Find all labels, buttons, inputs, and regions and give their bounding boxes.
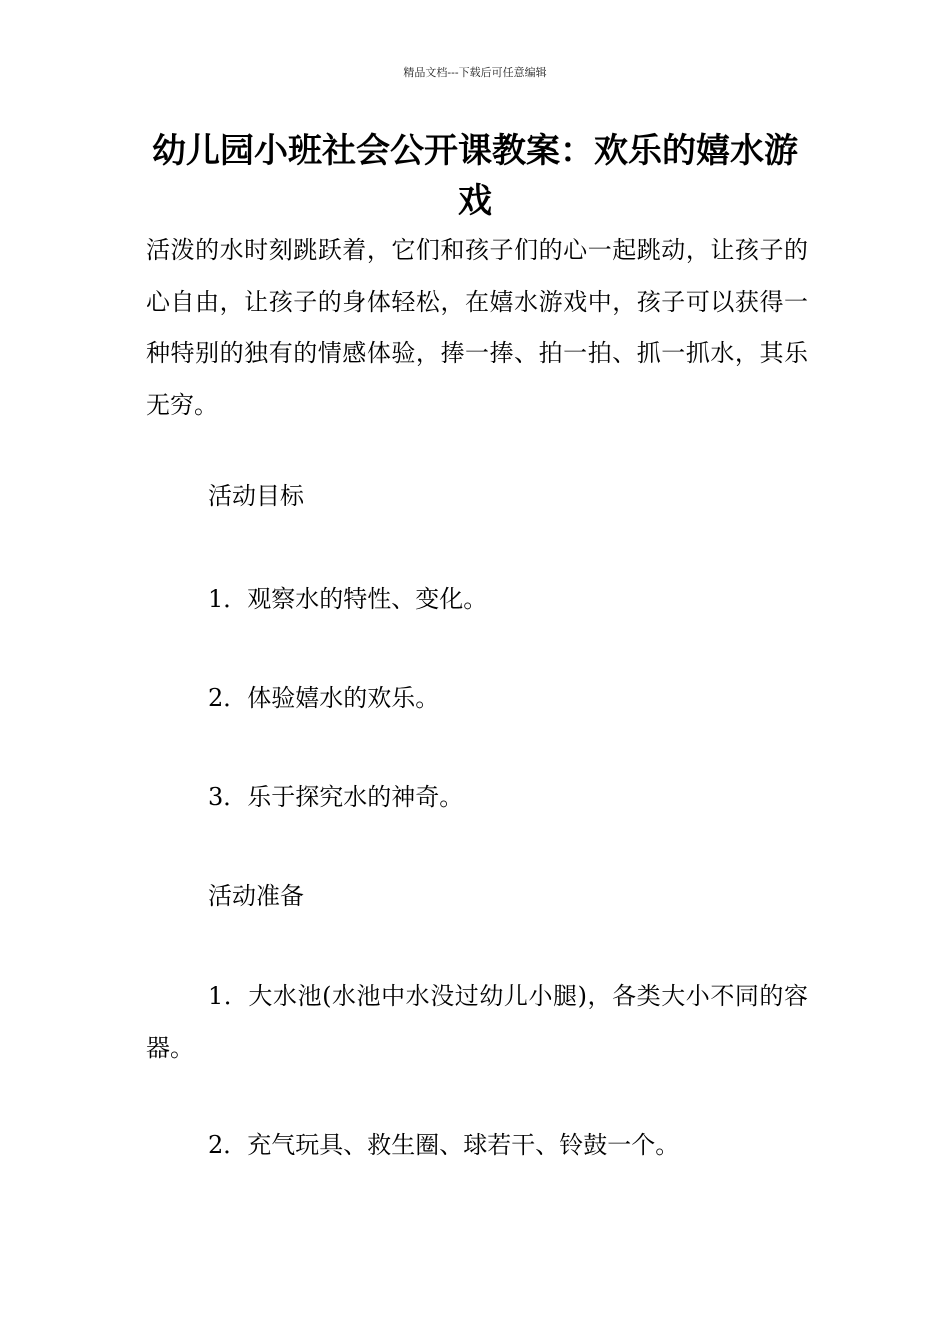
goals-heading: 活动目标 (208, 482, 304, 510)
goal-item-3: 3．乐于探究水的神奇。 (208, 783, 464, 811)
intro-paragraph: 活泼的水时刻跳跃着，它们和孩子们的心一起跳动，让孩子的心自由，让孩子的身体轻松，在嬉水游戏中，孩子可以获得一种特别的独有的情感体验，捧一捧、拍一拍、抓一抓水，其乐无穷。 (146, 236, 808, 419)
goal-item-1: 1．观察水的特性、变化。 (208, 585, 488, 613)
document-title: 幼儿园小班社会公开课教案：欢乐的嬉水游戏 (152, 131, 798, 221)
prep-item-1: 1．大水池(水池中水没过幼儿小腿)，各类大小不同的容器。 (146, 982, 808, 1062)
page-header: 精品文档---下载后可任意编辑 (403, 66, 547, 79)
prep-heading: 活动准备 (208, 882, 304, 910)
prep-item-2: 2．充气玩具、救生圈、球若干、铃鼓一个。 (208, 1131, 680, 1159)
goal-item-2: 2．体验嬉水的欢乐。 (208, 684, 440, 712)
